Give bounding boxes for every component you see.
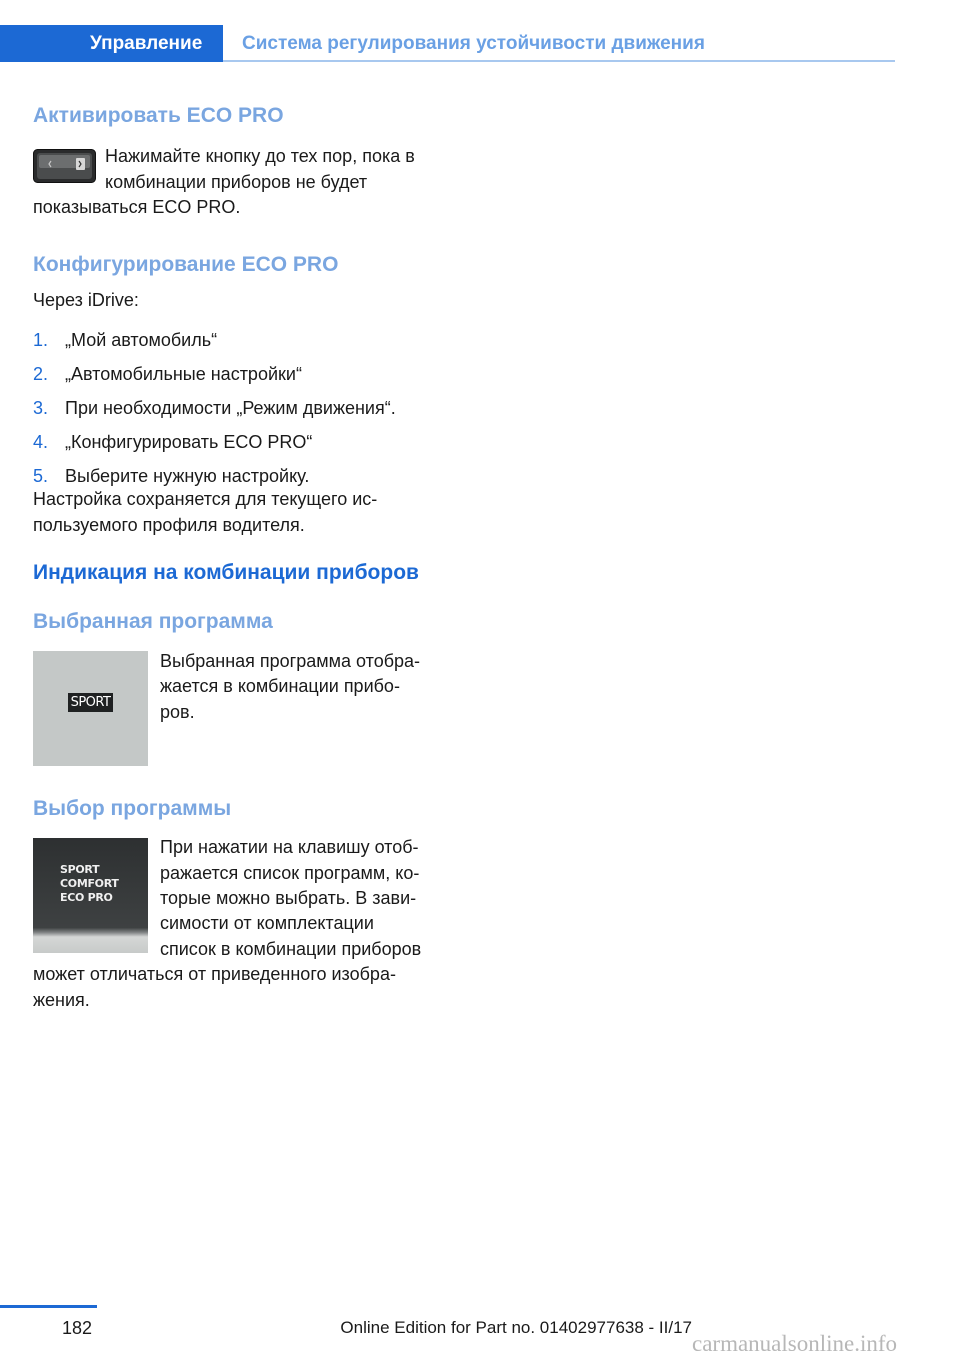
configure-intro: Через iDrive: bbox=[33, 290, 139, 310]
edition-text: Online Edition for Part no. 01402977638 - II/17 bbox=[340, 1318, 692, 1337]
activate-text-line2: комбинации приборов не будет bbox=[105, 172, 368, 192]
program-selection-text-line5: список в комбинации приборов bbox=[160, 939, 422, 959]
selected-program-text-line3: ров. bbox=[160, 702, 195, 722]
selected-program-heading: Выбранная программа bbox=[33, 610, 273, 633]
header-divider bbox=[223, 60, 895, 62]
step-number: 1. bbox=[33, 330, 49, 350]
step-number: 5. bbox=[33, 466, 49, 486]
selected-program-text-line1: Выбранная программа отобра- bbox=[160, 651, 421, 671]
configure-note-line2: пользуемого профиля водителя. bbox=[33, 515, 305, 535]
section-tab: Управление bbox=[0, 25, 223, 62]
activate-text-line1: Нажимайте кнопку до тех пор, пока в bbox=[105, 146, 415, 166]
program-selection-text-line3: торые можно выбрать. В зави- bbox=[160, 888, 417, 908]
rocker-switch-icon bbox=[33, 149, 96, 183]
activate-text-line3: показываться ECO PRO. bbox=[33, 197, 241, 217]
sport-badge: SPORT bbox=[68, 693, 113, 712]
step-text: Выберите нужную настройку. bbox=[65, 466, 310, 486]
selected-program-text-line2: жается в комбинации прибо- bbox=[160, 676, 400, 696]
footer-divider bbox=[0, 1305, 97, 1308]
activate-heading: Активировать ECO PRO bbox=[33, 104, 284, 127]
program-selection-heading: Выбор программы bbox=[33, 797, 232, 820]
program-list-image bbox=[33, 838, 148, 953]
menu-item-comfort: COMFORT bbox=[60, 877, 119, 890]
configure-heading: Конфигурирование ECO PRO bbox=[33, 253, 339, 276]
program-selection-text-line7: жения. bbox=[33, 990, 90, 1010]
step-text: „Мой автомобиль“ bbox=[65, 330, 218, 350]
step-number: 3. bbox=[33, 398, 49, 418]
watermark: carmanualsonline.info bbox=[692, 1331, 898, 1356]
program-selection-text-line1: При нажатии на клавишу отоб- bbox=[160, 837, 419, 857]
page-header bbox=[0, 25, 895, 62]
program-selection-text-line2: ражается список программ, ко- bbox=[160, 863, 420, 883]
chapter-title: Система регулирования устойчивости движения bbox=[242, 33, 705, 54]
menu-item-eco-pro: ECO PRO bbox=[60, 891, 113, 904]
driving-mode-button-image bbox=[33, 149, 96, 183]
step-text: При необходимости „Режим движения“. bbox=[65, 398, 396, 418]
step-text: „Автомобильные настройки“ bbox=[65, 364, 302, 384]
indication-heading: Индикация на комбинации приборов bbox=[33, 561, 419, 584]
program-selection-text-line4: симости от комплектации bbox=[160, 913, 374, 933]
selected-program-image bbox=[33, 651, 148, 766]
program-selection-text-line6: может отличаться от приведенного изобра- bbox=[33, 964, 396, 984]
configure-note-line1: Настройка сохраняется для текущего ис- bbox=[33, 489, 378, 509]
menu-item-sport: SPORT bbox=[60, 863, 100, 876]
page-number: 182 bbox=[62, 1318, 93, 1338]
step-number: 2. bbox=[33, 364, 49, 384]
step-number: 4. bbox=[33, 432, 49, 452]
step-text: „Конфигурировать ECO PRO“ bbox=[65, 432, 313, 452]
